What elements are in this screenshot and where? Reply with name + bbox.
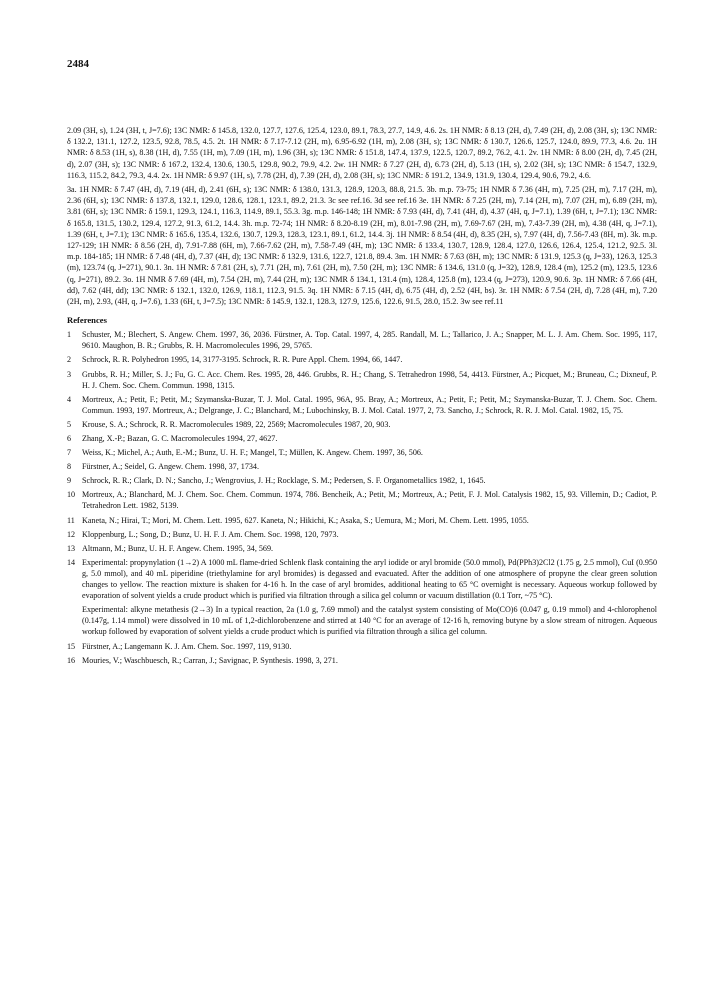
reference-item: [67, 461, 657, 472]
reference-number: 8: [67, 462, 72, 472]
reference-number: 5: [67, 419, 72, 429]
reference-item: [67, 529, 657, 540]
page-body: [67, 125, 657, 669]
reference-text: Kloppenburg, L.; Song, D.; Bunz, U. H. F. J. Am. Chem. Soc. 1998, 120, 7973.: [82, 529, 339, 539]
reference-text: Mortreux, A.; Blanchard, M. J. Chem. Soc. Chem. Commun. 1974, 786. Bencheik, A.; Petit, M.; Mortreux, A.; Petit, F. J. Mol. Catalysis 1982, 15, 93. Villemin, D.; Cadiot, P. Tetrahedron Lett. 1982, 5139.: [82, 490, 657, 511]
reference-text: Zhang, X.-P.; Bazan, G. C. Macromolecules 1994, 27, 4627.: [82, 434, 278, 443]
reference-item: [67, 433, 657, 444]
reference-number: 4: [67, 394, 72, 404]
reference-item: [67, 447, 657, 458]
reference-number: 9: [67, 476, 72, 486]
reference-item: [67, 394, 657, 416]
reference-text: Kaneta, N.; Hirai, T.; Mori, M. Chem. Lett. 1995, 627. Kaneta, N.; Hikichi, K.; Asaka, S.; Uemura, M.; Mori, M. Chem. Lett. 1995, 1055.: [82, 515, 529, 525]
reference-item: [67, 543, 657, 554]
reference-item: [67, 369, 657, 391]
reference-text: Krouse, S. A.; Schrock, R. R. Macromolecules 1989, 22, 2569; Macromolecules 1987, 20, 903.: [82, 419, 391, 429]
reference-number: 15: [67, 641, 76, 651]
reference-text: Altmann, M.; Bunz, U. H. F. Angew. Chem. 1995, 34, 569.: [82, 543, 274, 553]
experimental-alkyne-metathesis: Experimental: alkyne metathesis (2→3) In a typical reaction, 2a (1.0 g, 7.69 mmol) and the catalyst system consisting of Mo(CO)6 (0.047 g, 0.19 mmol) and 4-chlorophenol (0.147g, 1.14 mmol) were dissolved in 10 mL of 1,2-dichlorobenzene and stirred at 140 °C for an average of 12-16 h, removing butyne by a slow stream of nitrogen. Aqueous workup followed by evaporation of solvent yields a crude product which is purified via filtration through a silica gel column.: [82, 605, 657, 637]
page-number: 2484: [67, 58, 89, 70]
reference-text: Grubbs, R. H.; Miller, S. J.; Fu, G. C. Acc. Chem. Res. 1995, 28, 446. Grubbs, R. H.; Chang, S. Tetrahedron 1998, 54, 4413. Fürstner, A.; Picquet, M.; Bruneau, C.; Dixneuf, P. H. J. Chem. Soc. Chem. Commun. 1998, 1315.: [82, 369, 657, 390]
reference-text: Mortreux, A.; Petit, F.; Petit, M.; Szymanska-Buzar, T. J. Mol. Catal. 1995, 96A, 95. Bray, A.; Mortreux, A.; Petit, F.; Petit, M.; Szymanska-Buzar, T. J. Chem. Soc. Chem. Commun. 1993, 197. Mortreux, A.; Delgrange, J. C.; Blanchard, M.; Lubochinsky, B. J. Mol. Catal. 1977, 2, 73. Sancho, J.; Schrock, R. R. J. Mol. Catal. 1982, 15, 75.: [82, 394, 657, 415]
reference-item: [67, 515, 657, 526]
reference-text: Fürstner, A.; Seidel, G. Angew. Chem. 1998, 37, 1734.: [82, 462, 259, 472]
reference-number: 7: [67, 448, 72, 458]
experimental-propynylation: Experimental: propynylation (1→2) A 1000 mL flame-dried Schlenk flask containing the aryl iodide or aryl bromide (50.0 mmol), Pd(PPh3)2Cl2 (1.75 g, 2.5 mmol), CuI (0.950 g, 5.0 mmol), and 40 mL piperidine (triethylamine for aryl bromides) is degassed and evacuated. After the addition of one atmosphere of propyne the clear green solution changes to yellow. The reaction mixture is shaken for 4-16 h. In the case of aryl bromides, additional heating to 65 °C overnight is necessary. Aqueous workup followed by evaporation of solvent yields a crude product which is purified via filtration through a silica gel column or vacuum distillation (0.1 Torr, ~75 °C).: [82, 557, 657, 601]
reference-number: 11: [67, 515, 75, 525]
reference-text: Weiss, K.; Michel, A.; Auth, E.-M.; Bunz, U. H. F.; Mangel, T.; Müllen, K. Angew. Chem. 1997, 36, 506.: [82, 448, 423, 458]
reference-text: Fürstner, A.; Langemann K. J. Am. Chem. Soc. 1997, 119, 9130.: [82, 641, 292, 651]
reference-text: [82, 557, 657, 638]
reference-item: [67, 329, 657, 351]
reference-number: 6: [67, 434, 72, 443]
reference-number: 10: [67, 490, 76, 500]
reference-item: [67, 354, 657, 365]
reference-number: 16: [67, 655, 76, 665]
nmr-data-paragraph-2: 3a. 1H NMR: δ 7.47 (4H, d), 7.19 (4H, d), 2.41 (6H, s); 13C NMR: δ 138.0, 131.3, 128.9, 120.3, 88.8, 21.5. 3b. m.p. 73-75; 1H NMR δ 7.36 (4H, m), 7.25 (2H, m), 7.17 (2H, m), 2.36 (6H, s); 13C NMR: δ 137.8, 132.1, 129.0, 128.6, 128.1, 123.1, 89.2, 21.3. 3c see ref.16. 3d see ref.16 3e. 1H NMR: δ 7.25 (2H, m), 7.14 (2H, m), 7.07 (2H, m), 6.89 (2H, m), 3.81 (6H, s); 13C NMR: δ 159.1, 129.3, 124.1, 116.3, 114.9, 89.1, 55.3. 3g. m.p. 146-148; 1H NMR: δ 7.93 (4H, d), 7.41 (4H, d), 4.37 (4H, q, J=7.1), 1.39 (6H, t, J=7.1); 13C NMR: δ 165.8, 131.5, 130.2, 129.4, 127.2, 91.3, 61.2, 14.4. 3h. m.p. 72-74; 1H NMR: δ 8.20-8.19 (2H, m), 8.01-7.98 (2H, m), 7.69-7.67 (2H, m), 7.43-7.39 (2H, m), 4.38 (4H, q, J=7.1), 1.39 (6H, t, J=7.1); 13C NMR: δ 165.6, 135.4, 132.6, 130.7, 129.3, 128.3, 123.1, 89.1, 61.2, 14.4. 3j. 1H NMR: δ 8.54 (4H, d), 8.35 (2H, s), 7.97 (4H, d), 7.56-7.43 (8H, m). 3k. m.p. 127-129; 1H NMR: δ 8.56 (2H, d), 7.91-7.88 (6H, m), 7.66-7.62 (2H, m), 7.58-7.49 (4H, m); 13C NMR: δ 133.4, 130.7, 128.9, 128.4, 127.0, 126.6, 126.4, 125.4, 121.2, 92.5. 3l. m.p. 184-185; 1H NMR: δ 7.48 (4H, d), 7.37 (4H, d); 13C NMR: δ 132.9, 131.6, 122.7, 121.8, 89.4. 3m. 1H NMR: δ 7.63 (8H, m); 13C NMR: δ 131.9, 125.3 (q, J=33), 126.3, 125.3 (m), 123.74 (q, J=271), 90.1. 3n. 1H NMR: δ 7.81 (2H, s), 7.71 (2H, m), 7.61 (2H, m), 7.50 (2H, m); 13C NMR: δ 134.6, 131.0 (q, J=32), 128.9, 128.4 (m), 125.2 (m), 123.5, 123.6 (q, J=271), 89.2. 3o. 1H NMR δ 7.69 (4H, m), 7.54 (2H, m), 7.44 (2H, m); 13C NMR δ 134.1, 131.4 (m), 128.4, 125.8 (m), 123.4 (q, J=273), 120.9, 90.6. 3p. 1H NMR: δ 7.66 (4H, dd), 7.62 (4H, dd); 13C NMR: δ 132.1, 132.0, 126.9, 118.1, 112.3, 91.5. 3q. 1H NMR: δ 7.15 (4H, d), 6.75 (4H, d), 2.52 (4H, bs). 3r. 1H NMR: δ 7.54 (2H, d), 7.28 (4H, m), 7.20 (2H, m), 2.93, (4H, q, J=7.6), 1.33 (6H, t, J=7.5); 13C NMR: δ 145.9, 132.1, 128.3, 127.9, 125.6, 122.6, 91.5, 28.0, 15.2. 3w see ref.11: [67, 185, 657, 307]
nmr-data-paragraph-1: 2.09 (3H, s), 1.24 (3H, t, J=7.6); 13C NMR: δ 145.8, 132.0, 127.7, 127.6, 125.4, 123.0, 89.1, 78.3, 27.7, 14.9, 4.6. 2s. 1H NMR: δ 8.13 (2H, d), 7.49 (2H, d), 2.08 (3H, s); 13C NMR: δ 132.2, 131.1, 127.2, 123.5, 92.8, 78.5, 4.5. 2t. 1H NMR: δ 7.17-7.12 (2H, m), 6.95-6.92 (1H, m), 2.08 (3H, s); 13C NMR: δ 130.7, 126.6, 125.7, 124.0, 89.9, 77.3, 4.6. 2u. 1H NMR: δ 8.53 (1H, s), 8.38 (1H, d), 7.55 (1H, m), 7.09 (1H, m), 1.96 (3H, s); 13C NMR: δ 151.8, 147.4, 137.9, 122.5, 120.7, 89.2, 76.2, 4.1. 2v. 1H NMR: δ 8.00 (2H, d), 7.45 (2H, d), 2.07 (3H, s); 13C NMR: δ 167.2, 132.4, 130.6, 130.5, 129.8, 90.2, 79.9, 4.2. 2w. 1H NMR: δ 7.27 (2H, d), 6.73 (2H, d), 5.13 (1H, s), 2.02 (3H, s); 13C NMR: δ 154.7, 132.9, 116.3, 115.2, 84.2, 79.3, 4.4. 2x. 1H NMR: δ 9.97 (1H, s), 7.78 (2H, d), 7.39 (2H, d), 2.08 (3H, s); 13C NMR: δ 191.2, 134.9, 131.9, 130.4, 129.4, 90.6, 79.2, 4.6.: [67, 126, 657, 180]
reference-item: [67, 557, 657, 638]
reference-number: 13: [67, 543, 76, 553]
reference-text: Schuster, M.; Blechert, S. Angew. Chem. 1997, 36, 2036. Fürstner, A. Top. Catal. 1997, 4, 285. Randall, M. L.; Tallarico, J. A.; Snapper, M. L. J. Am. Chem. Soc. 1995, 117, 9610. Maughon, B. R.; Grubbs, R. H. Macromolecules 1996, 29, 5765.: [82, 330, 657, 351]
reference-number: 12: [67, 529, 76, 539]
reference-number: 2: [67, 355, 72, 365]
reference-item: [67, 641, 657, 652]
references-list: [67, 329, 657, 665]
reference-item: [67, 419, 657, 430]
reference-text: Mouries, V.; Waschbuesch, R.; Carran, J.; Savignac, P. Synthesis. 1998, 3, 271.: [82, 655, 338, 665]
reference-text: Schrock, R. R. Polyhedron 1995, 14, 3177-3195. Schrock, R. R. Pure Appl. Chem. 1994, 66, 1447.: [82, 355, 403, 365]
reference-number: 1: [67, 330, 72, 340]
reference-number: 14: [67, 557, 76, 567]
reference-item: [67, 475, 657, 486]
reference-number: 3: [67, 369, 72, 379]
references-heading: References: [67, 315, 107, 326]
reference-text: Schrock, R. R.; Clark, D. N.; Sancho, J.; Wengrovius, J. H.; Rocklage, S. M.; Pedersen, S. F. Organometallics 1982, 1, 1645.: [82, 476, 486, 486]
reference-item: [67, 489, 657, 511]
reference-item: [67, 655, 657, 666]
